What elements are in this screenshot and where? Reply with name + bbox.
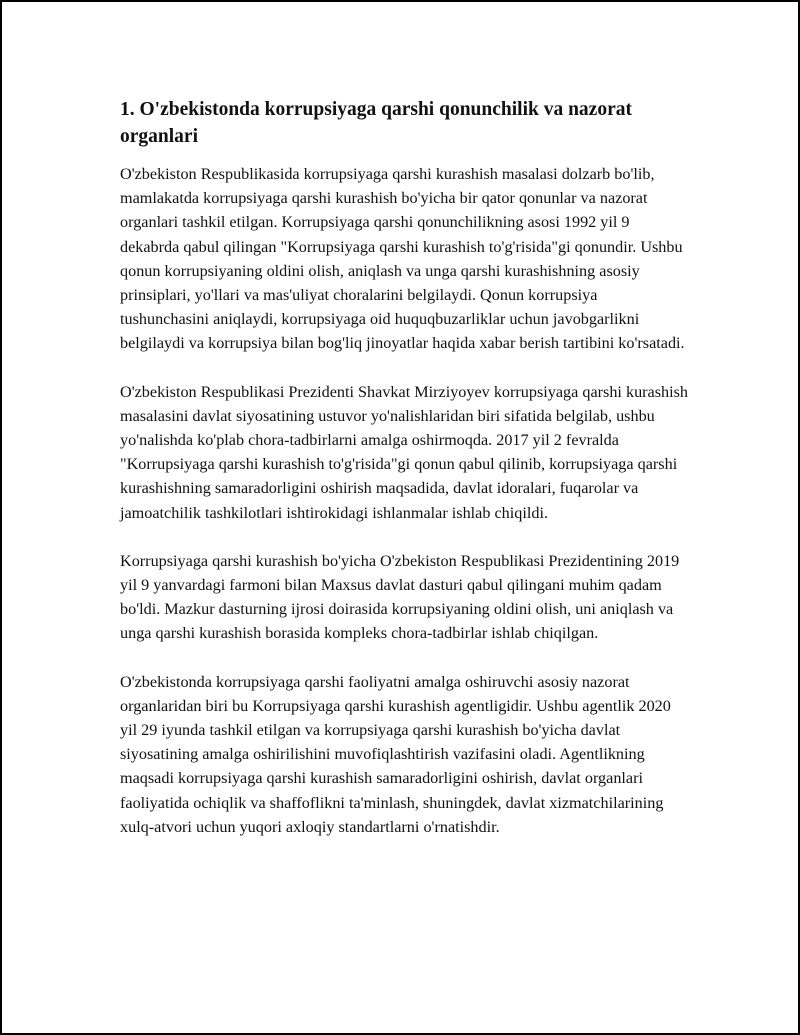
- section-heading: 1. O'zbekistonda korrupsiyaga qarshi qonunchilik va nazorat organlari: [120, 99, 632, 147]
- document-content: [120, 96, 690, 839]
- paragraph-state-program: Korrupsiyaga qarshi kurashish bo'yicha O'zbekiston Respublikasi Prezidentining 2019 yil 9 yanvardagi farmoni bilan Maxsus davlat dasturi qabul qilingani muhim qadam bo'ldi. Mazkur dasturning ijrosi doirasida korrupsiyaning oldini olish, uni aniqlash va unga qarshi kurashish borasida kompleks chora-tadbirlar ishlab chiqilgan.: [120, 551, 680, 643]
- paragraph-president-policy: O'zbekiston Respublikasi Prezidenti Shavkat Mirziyoyev korrupsiyaga qarshi kurashish masalasini davlat siyosatining ustuvor yo'nalishlaridan biri sifatida belgilab, ushbu yo'nalishda ko'plab chora-tadbirlarni amalga oshirmoqda. 2017 yil 2 fevralda "Korrupsiyaga qarshi kurashish to'g'risida"gi qonun qabul qilinib, korrupsiyaga qarshi kurashishning samaradorligini oshirish maqsadida, davlat idoralari, fuqarolar va jamoatchilik tashkilotlari ishtirokidagi ishlanmalar ishlab chiqildi.: [120, 382, 689, 522]
- paragraph-anti-corruption-law: O'zbekiston Respublikasida korrupsiyaga qarshi kurashish masalasi dolzarb bo'lib, mamlakatda korrupsiyaga qarshi kurashish bo'yicha bir qator qonunlar va nazorat organlari tashkil etilgan. Korrupsiyaga qarshi qonunchilikning asosi 1992 yil 9 dekabrda qabul qilingan "Korrupsiyaga qarshi kurashish to'g'risida"gi qonundir. Ushbu qonun korrupsiyaning oldini olish, aniqlash va unga qarshi kurashishning asosiy prinsiplari, yo'llari va mas'uliyat choralarini belgilaydi. Qonun korrupsiya tushunchasini aniqlaydi, korrupsiyaga oid huquqbuzarliklar uchun javobgarlikni belgilaydi va korrupsiya bilan bog'liq jinoyatlar haqida xabar berish tartibini ko'rsatadi.: [120, 165, 685, 353]
- paragraph-anti-corruption-agency: O'zbekistonda korrupsiyaga qarshi faoliyatni amalga oshiruvchi asosiy nazorat organlaridan biri bu Korrupsiyaga qarshi kurashish agentligidir. Ushbu agentlik 2020 yil 29 iyunda tashkil etilgan va korrupsiyaga qarshi kurashish bo'yicha davlat siyosatining amalga oshirilishini muvofiqlashtirish vazifasini oladi. Agentlikning maqsadi korrupsiyaga qarshi kurashish samaradorligini oshirish, davlat organlari faoliyatida ochiqlik va shaffoflikni ta'minlash, shuningdek, davlat xizmatchilarining xulq-atvori uchun yuqori axloqiy standartlarni o'rnatishdir.: [120, 672, 671, 836]
